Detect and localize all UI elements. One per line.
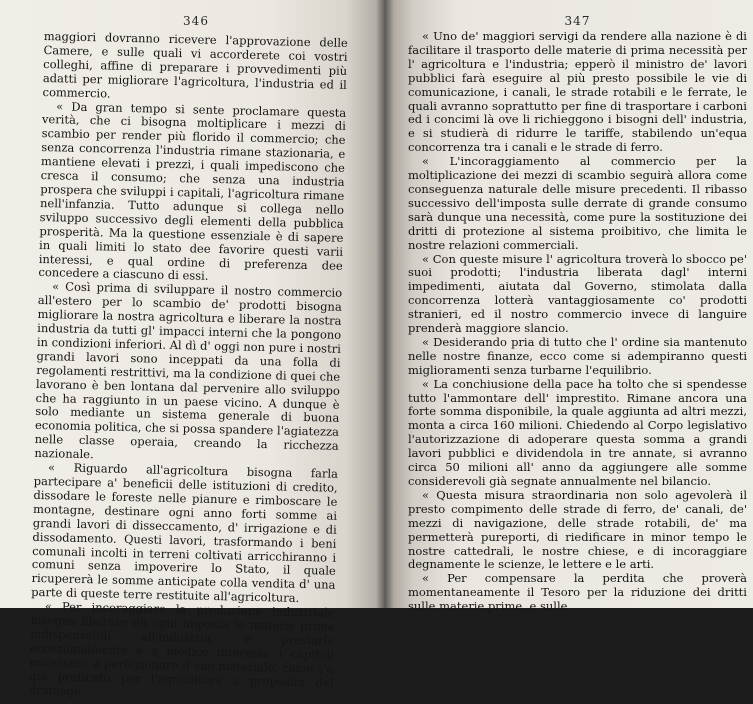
book-gutter: [376, 0, 394, 608]
paragraph: « Così prima di sviluppare il nostro commercio all'estero per lo scambio de' prodotti bisogna migliorare la nostra agricoltura e liberare la nostra industria da tutti gl' impacci interni che la pongono in condizioni inferiori. Al dì d' oggi non pure i nostri grandi lavori sono inceppati da una folla di regolamenti restrittivi, ma la condizione di quei che lavorano è ben lontana dal pervenire allo sviluppo che ha raggiunto in un paese vicino. A dunque è solo mediante un sistema generale di buona economia politica, che si possa spandere l'agiatezza nelle classe operaia, creando la ricchezza nazionale.: [34, 279, 343, 462]
paragraph: « Riguardo all'agricoltura bisogna farla partecipare a' beneficii delle istituzioni di credito, dissodare le foreste nelle pianure e rimboscare le montagne, destinare ogni anno forti somme ai grandi lavori di disseccamento, d' irrigazione e di dissodamento. Questi lavori, trasformando i beni comunali incolti in terreni coltivati arricchiranno i comuni senza impoverire lo Stato, il quale ricupererà le somme anticipate colla vendita d' una parte di queste terre restituite all'agricoltura.: [31, 460, 339, 606]
paragraph: « Con queste misure l' agricoltura troverà lo sbocco pe' suoi prodotti; l'industria liberata dagl' interni impedimenti, aiutata dal Governo, stimolata dalla concorrenza lotterà vantaggiosamente co' prodotti stranieri, ed il nostro commercio invece di languire prenderà maggiore slancio.: [408, 251, 747, 336]
page-number-left: 346: [183, 14, 209, 28]
paragraph: « L'incoraggiamento al commercio per la moltiplicazione dei mezzi di scambio seguirà allora come conseguenza naturale delle misure precedenti. Il ribasso successivo dell'imposta sulle derrate di grande consumo sarà dunque una necessità, come pure la sostituzione dei dritti di protezione al sistema proibitivo, che limita le nostre relazioni commerciali.: [408, 154, 747, 252]
paragraph: « Desiderando pria di tutto che l' ordine sia mantenuto nelle nostre finanze, ecco come si adempiranno questi miglioramenti senza turbarne l'equilibrio.: [408, 334, 747, 377]
paragraph: « Questa misura straordinaria non solo agevolerà il presto compimento delle strade di ferro, de' canali, de' mezzi di navigazione, delle strade rotabili, de' ma permetterà pureporti, di riedificare in minor tempo le nostre cattedrali, le nostre chiese, e di incoraggiare degnamente le scienze, le lettere e le arti.: [408, 487, 747, 572]
paragraph: « La conchiusione della pace ha tolto che si spendesse tutto l'ammontare dell' imprestito. Rimane ancora una forte somma disponibile, la quale aggiunta ad altri mezzi, monta a circa 160 milioni. Chiedendo al Corpo legislativo l'autorizzazione di adoperare questa somma a grandi lavori pubblici e dividendola in tre annate, si avranno circa 50 milioni all' anno da aggiungere alle somme considerevoli già segnate annualmente nel bilancio.: [408, 376, 747, 488]
paragraph: « Per compensare la perdita che proverà momentaneamente il Tesoro per la riduzione dei dritti sulle materie prime, e sulle: [408, 571, 747, 614]
paragraph: « Uno de' maggiori servigi da rendere alla nazione è di facilitare il trasporto delle materie di prima necessità per l' agricoltura e l'industria; epperò il ministro de' lavori pubblici farà eseguire al più presto possibile le vie di comunicazione, i canali, le strade rotabili e le ferrate, le quali avranno soprattutto per fine di trasportare i carboni ed i concimi là ove li richieggono i bisogni dell' industria, e si studierà di ridurre le tariffe, stabilendo un'equa concorrenza tra i canali e le strade di ferro.: [408, 29, 747, 155]
right-page: [384, 0, 753, 614]
paragraph: maggiori dovranno ricevere l'approvazione delle Camere, e sulle quali vi accorderete coi vostri colleghi, affine di preparare i provvedimenti più adatti per migliorare l'agricoltura, l'industria ed il commercio.: [42, 29, 348, 101]
paragraph: « Da gran tempo si sente proclamare questa verità, che ci bisogna moltiplicare i mezzi di scambio per render più florido il commercio; che senza concorrenza l'industria rimane stazionaria, e mantiene elevati i prezzi, i quali impediscono che cresca il consumo; che senza una industria prospera che sviluppi i capitali, l'agricoltura rimane nell'infanzia. Tutto adunque si collega nello sviluppo successivo degli elementi della pubblica prosperità. Ma la questione essenziale è di sapere in quali limiti lo stato dee favorire questi varii interessi, e qual ordine di preferenza dee concedere a ciascuno di essi.: [38, 98, 347, 284]
right-page-text: [408, 30, 747, 614]
page-number-right: 347: [564, 14, 591, 28]
left-page-text: [29, 30, 348, 704]
paragraph: « Per incoraggiare la produzione industriale bisogna liberare da ogni imposta le materie prime indispensabili all'industria, e prestarle eccezionalmente e a modico interesse i capitali necessarii a perfezionare il suo materiale, come s'è già praticato per l'agricoltura a proposito del drainage.: [28, 599, 336, 698]
